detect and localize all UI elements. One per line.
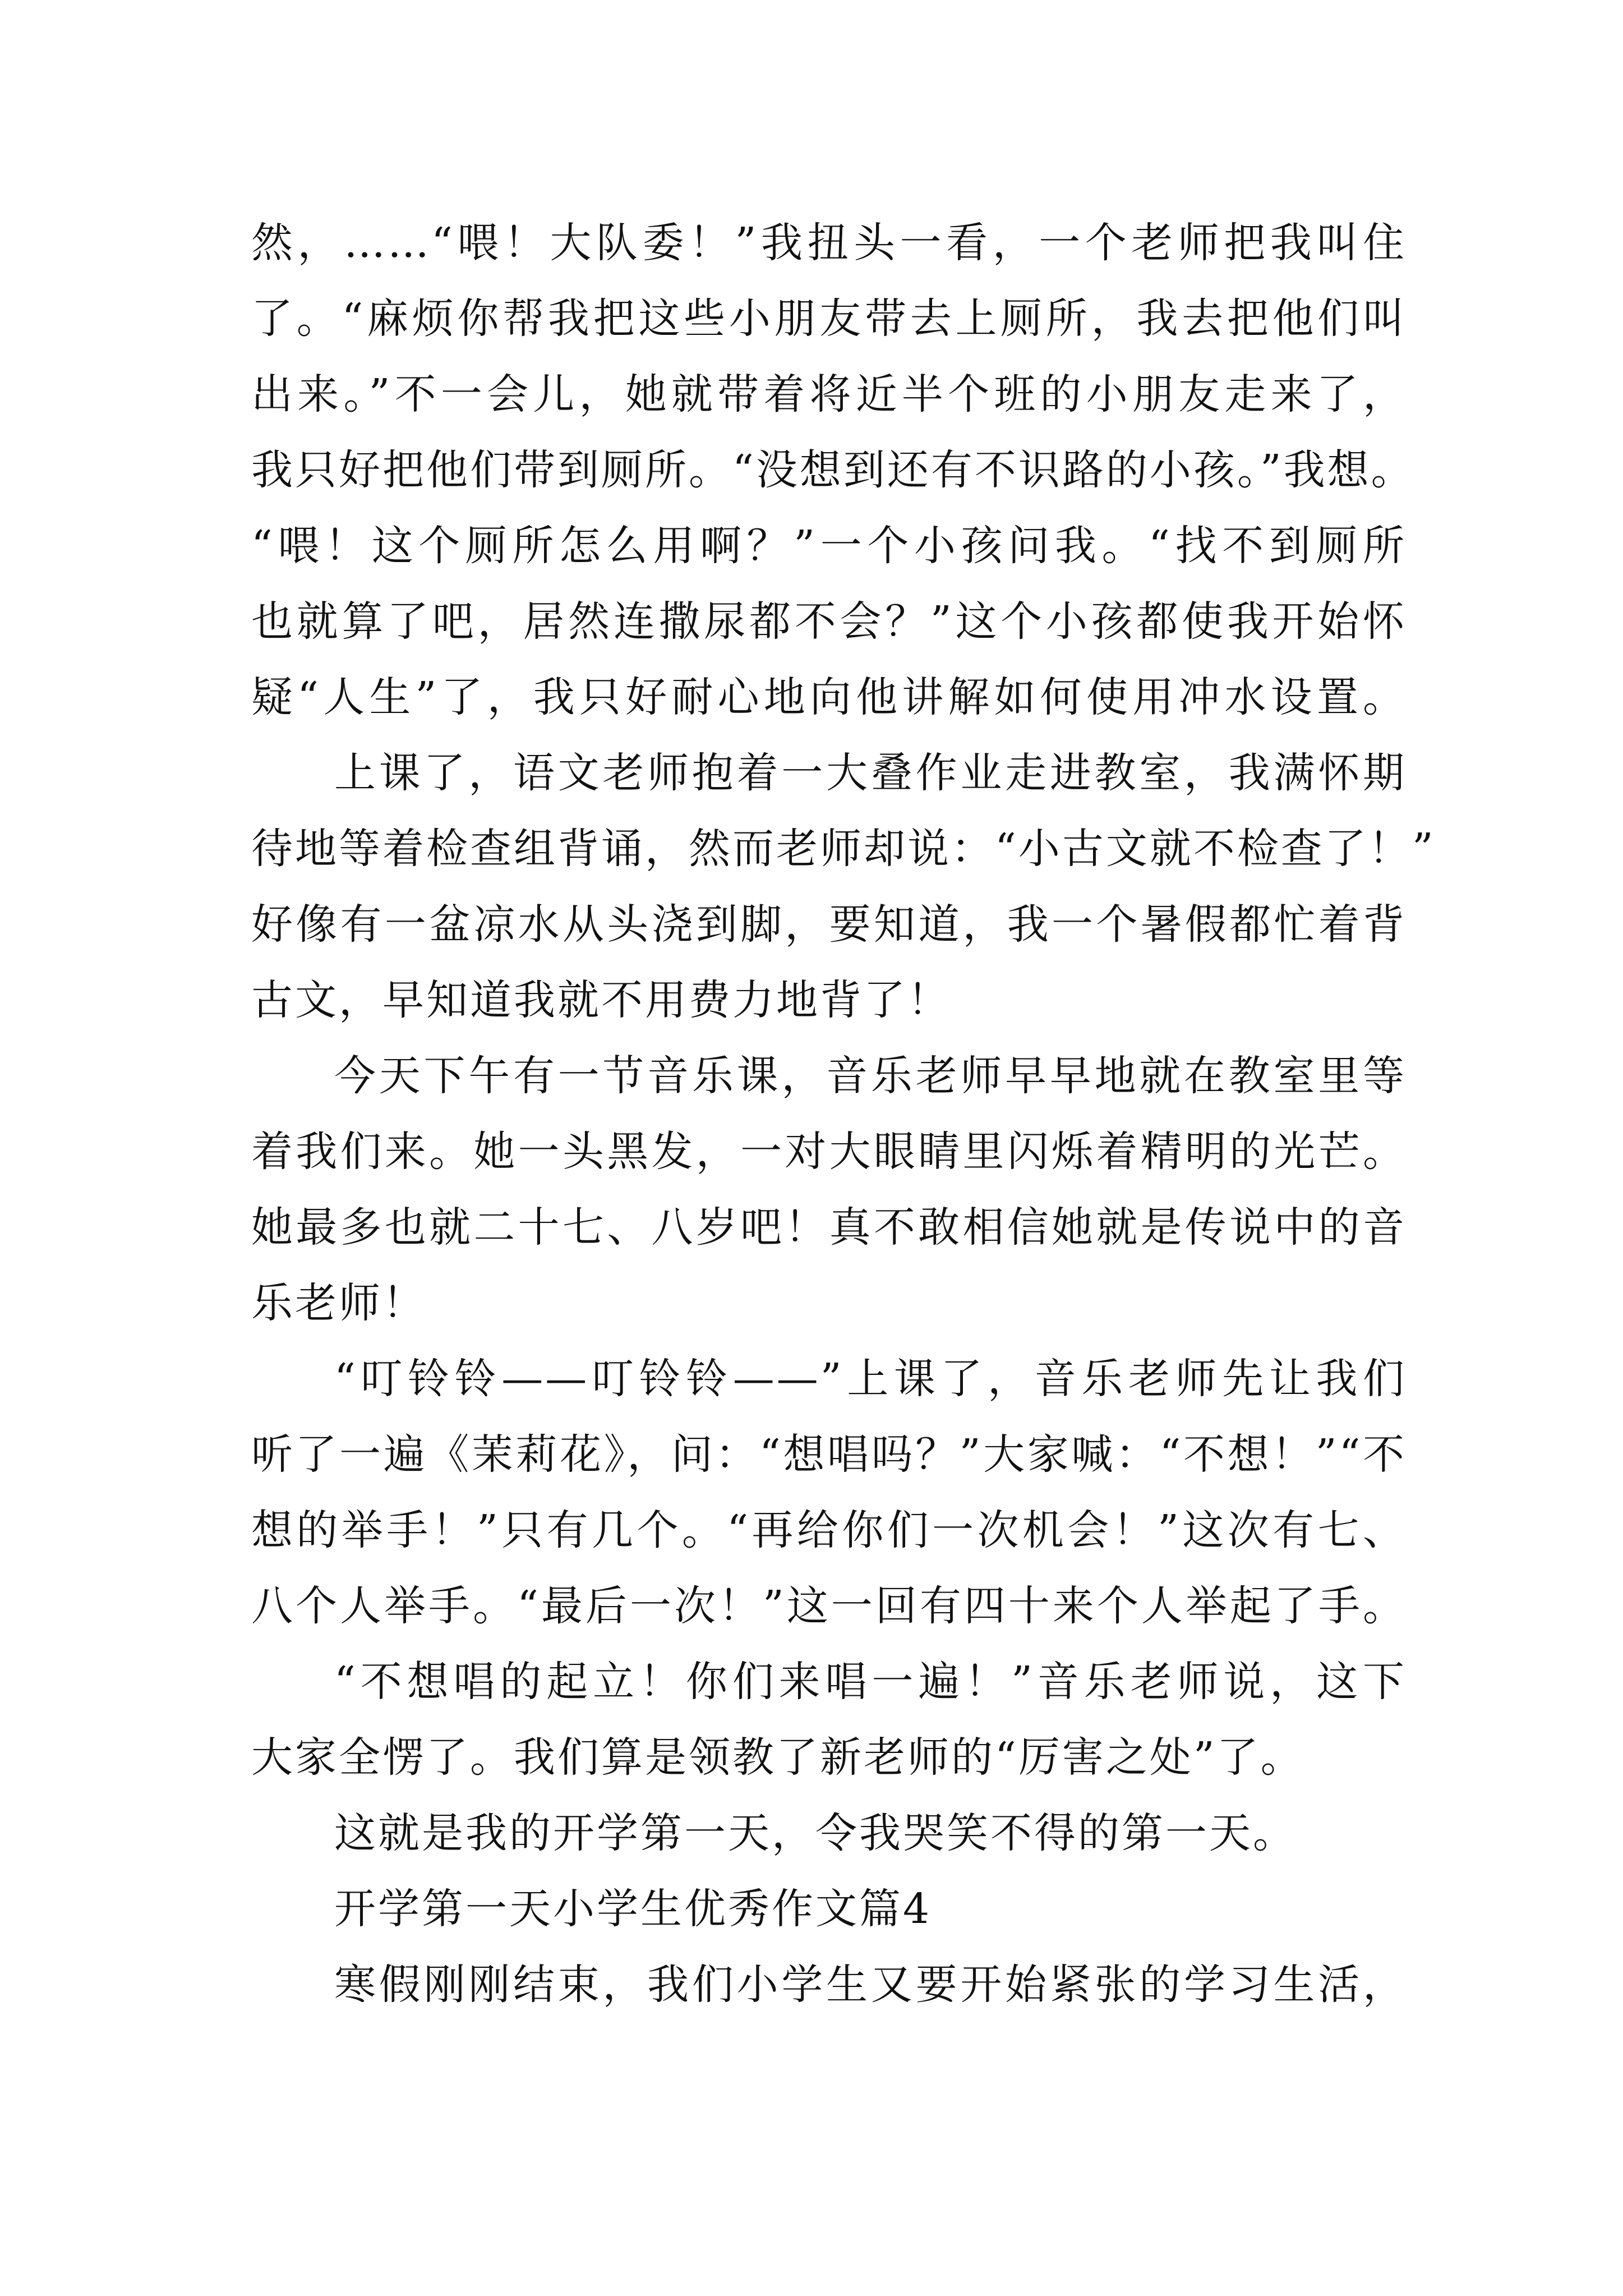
text-line: 我只好把他们带到厕所。“没想到还有不识路的小孩。”我想。 — [251, 446, 1415, 494]
paragraph-first-line: 这就是我的开学第一天，令我哭笑不得的第一天。 — [334, 1809, 1297, 1857]
text-line: 乐老师！ — [251, 1279, 426, 1327]
text-line: 想的举手！”只有几个。“再给你们一次机会！”这次有七、 — [251, 1506, 1407, 1554]
text-line: 听了一遍《茉莉花》，问：“想唱吗？”大家喊：“不想！”“不 — [251, 1430, 1407, 1479]
paragraph-first-line: “不想唱的起立！你们来唱一遍！”音乐老师说，这下 — [334, 1658, 1407, 1706]
text-line: 着我们来。她一头黑发，一对大眼睛里闪烁着精明的光芒。 — [251, 1128, 1407, 1176]
text-line: 也就算了吧，居然连撒尿都不会？”这个小孩都使我开始怀 — [251, 597, 1407, 646]
text-line: 古文，早知道我就不用费力地背了！ — [251, 976, 951, 1024]
text-line: 疑“人生”了，我只好耐心地向他讲解如何使用冲水设置。 — [251, 673, 1407, 721]
section-heading: 开学第一天小学生优秀作文篇4 — [334, 1885, 932, 1933]
paragraph-first-line: “叮铃铃——叮铃铃——”上课了，音乐老师先让我们 — [334, 1355, 1407, 1403]
paragraph-first-line: 寒假刚刚结束，我们小学生又要开始紧张的学习生活， — [334, 1961, 1407, 2009]
text-line: 好像有一盆凉水从头浇到脚，要知道，我一个暑假都忙着背 — [251, 900, 1407, 949]
text-line: 大家全愣了。我们算是领教了新老师的“厉害之处”了。 — [251, 1733, 1304, 1782]
paragraph-first-line: 上课了，语文老师抱着一大叠作业走进教室，我满怀期 — [334, 749, 1407, 797]
text-line: 然，……“喂！大队委！”我扭头一看，一个老师把我叫住 — [251, 219, 1407, 267]
text-line: 出来。”不一会儿，她就带着将近半个班的小朋友走来了， — [251, 370, 1407, 418]
text-line: 她最多也就二十七、八岁吧！真不敢相信她就是传说中的音 — [251, 1203, 1407, 1251]
text-line: 了。“麻烦你帮我把这些小朋友带去上厕所，我去把他们叫 — [251, 295, 1407, 343]
text-line: 待地等着检查组背诵，然而老师却说：“小古文就不检查了！” — [251, 825, 1436, 873]
text-line: “喂！这个厕所怎么用啊？”一个小孩问我。“找不到厕所 — [251, 522, 1407, 570]
paragraph-first-line: 今天下午有一节音乐课，音乐老师早早地就在教室里等 — [334, 1052, 1407, 1100]
text-line: 八个人举手。“最后一次！”这一回有四十来个人举起了手。 — [251, 1582, 1407, 1630]
